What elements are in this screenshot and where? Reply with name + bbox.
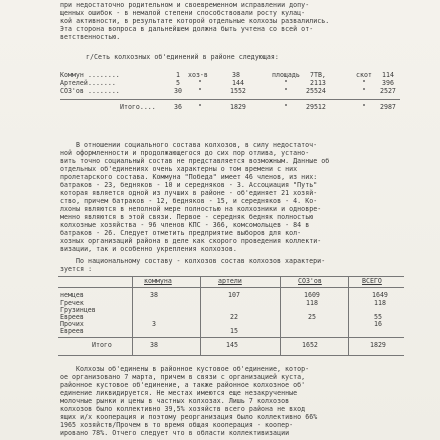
text-line: молочные рынки и цены в частных колхозах. Лишь 7 колхозов [60,397,290,405]
table-col-rule [348,276,349,356]
row-dots: ........ [88,87,120,95]
total-label: Итого.... [120,103,156,111]
row-count: 1 [176,71,180,79]
row-area-label: " [284,79,288,87]
row-label: Гречек [60,299,84,307]
text-line: отдельных об'единениях очень характерны о том времени с них [60,165,298,173]
total-count: 36 [174,103,182,111]
row-label: немцев [60,291,84,299]
table-rule-total [58,337,404,338]
column-header: артели [218,277,242,285]
text-line: батраков - 23, бедняков - 10 и середняков - 3. Ассоциация "Путь" [60,181,318,189]
row-label: Прочих [60,320,84,328]
cell-value: 1829 [370,341,386,349]
row-count: 30 [174,87,182,95]
row-unit: хоз-в [188,71,208,79]
row-unit: " [198,79,202,87]
text-line: Эта сторона вопроса в дальнейшем должна быть учтена со всей от- [60,25,314,33]
cell-value: 38 [150,341,158,349]
text-line: 1965 хозяйств/Прочем в то время общая кооперация - коопер- [60,421,294,429]
text-line: ство, причем батраков - 12, бедняков - 15, и середняков - 4. Ко- [60,197,318,205]
row-cattle-label: " [362,79,366,87]
cell-value: 25 [308,313,316,321]
total-unit: " [198,103,202,111]
cell-value: 15 [230,327,238,335]
text-line: лхоны являются в неполной мере полностью на колхозники и одновре- [60,205,322,213]
text-line: Колхозы об'единены в районное кустовое об'единение, котор- [76,365,310,373]
cell-value: 16 [374,320,382,328]
row-area-label: площадь [272,71,300,79]
total-households: 1829 [230,103,246,111]
row-dots: ....... [88,79,116,87]
row-label: Грузинцев [60,306,96,314]
table-col-rule [132,276,133,356]
text-line: единение ликвидируется. Не местах имеются еще незакрученные [60,389,298,397]
row-cattle-label: скот [356,71,372,79]
total-area-label: " [284,103,288,111]
section-heading: г/Сеть колхозных об'единений в районе следующая: [86,53,279,61]
table-rule-header [58,287,404,288]
column-header: коммуна [144,277,172,285]
cell-value: 55 [374,313,382,321]
table-rule-bottom [58,355,404,356]
text-line: ое организовано 7 марта, причем в связи с организацией куста, [60,373,306,381]
row-dots: ........ [88,71,120,79]
cell-value: 3 [152,320,156,328]
cell-value: 118 [374,299,386,307]
total-cattle: 2987 [380,103,396,111]
text-line: кой активности, в результате которой отдельные колхозы развалились. [60,17,330,25]
text-line: при недостаточно родительном и своевременном исправлении допу- [60,1,310,9]
text-line: зуется : [60,265,93,273]
row-unit: " [198,87,202,95]
row-area: 2113 [310,79,326,87]
text-line: ной оформленности и продолжающегося до сих пор отлива, устано- [60,149,310,157]
cell-value: 1649 [372,291,388,299]
row-households: 144 [232,79,244,87]
row-cattle: 396 [382,79,394,87]
row-cattle-label: " [362,87,366,95]
text-line: визации, так и особенно укрепления колхозов. [60,245,237,253]
row-label: Евреев [60,313,84,321]
row-households: 38 [232,71,240,79]
text-line: колхозов было коллективно 39,5% хозяйств всего района не вход [60,405,306,413]
text-line: пролетарского состава. Коммуна "Победа" имеет 46 членов, из них: [60,173,318,181]
row-count: 5 [176,79,180,87]
text-line: батраков - 26. Следует отметить предприятие выборов для кол- [60,229,302,237]
text-line: В отношении социального состава колхозов, в силу недостаточ- [76,141,318,149]
text-line: щенных ошибок - в немалой степени способствовали росту кулац- [60,9,306,17]
cell-value: 145 [226,341,238,349]
cell-value: 22 [230,313,238,321]
text-line: хозных организаций района в деле как скорого проведения коллекти- [60,237,322,245]
text-line: ветственностью. [60,33,121,41]
row-type: Артелей [60,79,88,87]
cell-value: 118 [306,299,318,307]
row-households: 1552 [230,87,246,95]
text-line: которая является одной из лучших в районе - об'единяет 21 хозяй- [60,189,318,197]
row-cattle: 114 [382,71,394,79]
table-col-rule [200,276,201,356]
column-header: СОЗ'ов [298,277,322,285]
total-label: Итого [92,341,112,349]
total-cattle-label: " [362,103,366,111]
text-line: вить точно социальный состав не представляется возможным. Данные об [60,157,330,165]
text-line: районное кустовое об'единение, а также районное колхозное об' [60,381,306,389]
text-line: ящих и/х кооперация и поэтому реорганизация было коллективно 66% [60,413,318,421]
table-col-rule [280,276,281,356]
row-type: Коммун [60,71,84,79]
column-header: ВСЕГО [362,277,382,285]
row-area-label: " [284,87,288,95]
text-line: менно являются в этой связи. Первое - середняк бедняк полностью [60,213,314,221]
text-line: ировано 78%. Отчего следует что в области коллективизации [60,429,290,437]
text-line: По национальному составу - колхозов состав колхозов характери- [76,257,326,265]
row-label: Евреев [60,327,84,335]
text-line: колхозные хозяйства - 96 членов КПС - 366, комсомольцев - 84 в [60,221,310,229]
table-rule [60,99,400,100]
cell-value: 107 [228,291,240,299]
row-area: 7ТВ, [310,71,326,79]
cell-value: 38 [150,291,158,299]
cell-value: 1609 [304,291,320,299]
row-cattle: 2527 [380,87,396,95]
row-type: СОЗ'ов [60,87,84,95]
row-area: 25524 [306,87,326,95]
cell-value: 1652 [302,341,318,349]
total-area: 29512 [306,103,326,111]
